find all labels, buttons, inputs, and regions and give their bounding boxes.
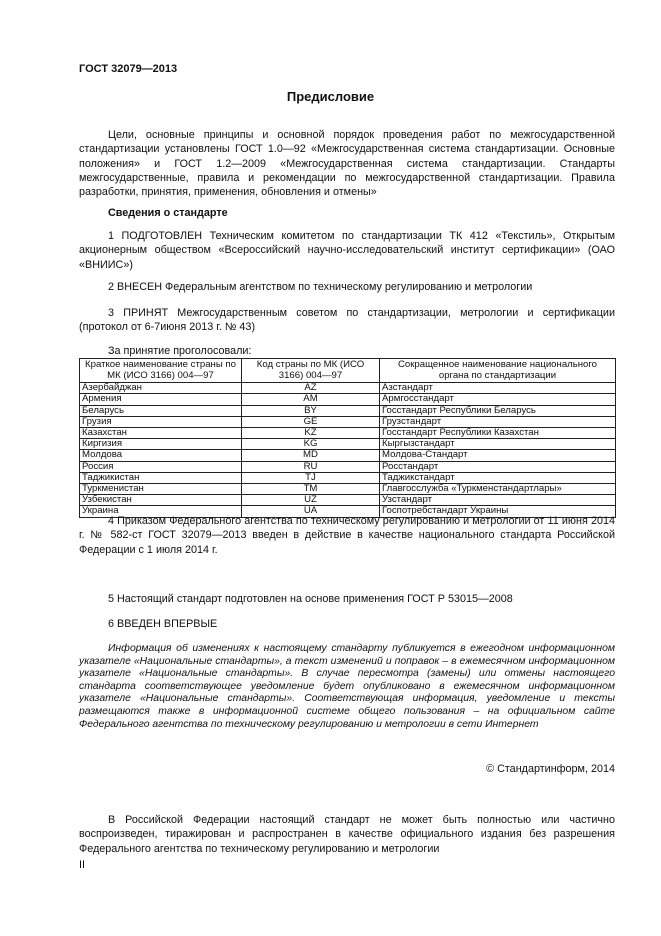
table-row bbox=[80, 405, 616, 416]
country-cell: Армения bbox=[80, 394, 242, 405]
country-cell: Грузия bbox=[80, 416, 242, 427]
intro-paragraph: Цели, основные принципы и основной порядок проведения работ по межгосударственной стандартизации установлены ГОСТ 1.0—92 «Межгосударственная система стандартизации. Основные положения» и ГОСТ 1.2—2009 «Межгосударственная система стандартизации. Стандарты межгосударственные, правила и рекомендации по межгосударственной стандартизации. Правила разработки, принятия, применения, обновления и отмены» bbox=[79, 129, 615, 199]
table-header: Сокращенное наименование национального органа по стандартизации bbox=[380, 359, 616, 383]
agency-cell: Грузстандарт bbox=[380, 416, 616, 427]
code-cell: KG bbox=[242, 439, 380, 450]
agency-cell: Росстандарт bbox=[380, 461, 616, 472]
agency-cell: Госстандарт Республики Казахстан bbox=[380, 428, 616, 439]
code-cell: UA bbox=[242, 506, 380, 517]
table-row bbox=[80, 461, 616, 472]
agency-cell: Армгосстандарт bbox=[380, 394, 616, 405]
table-row bbox=[80, 472, 616, 483]
agency-cell: Азстандарт bbox=[380, 383, 616, 394]
table-header: Краткое наименование страны по МК (ИСО 3166) 004—97 bbox=[80, 359, 242, 383]
code-cell: UZ bbox=[242, 495, 380, 506]
country-cell: Украина bbox=[80, 506, 242, 517]
page-number: II bbox=[79, 859, 85, 871]
table-header: Код страны по МК (ИСО 3166) 004—97 bbox=[242, 359, 380, 383]
footer-paragraph: В Российской Федерации настоящий стандарт не может быть полностью или частично воспроизведен, тиражирован и распространен в качестве официального издания без разрешения Федерального агентства по техническому регулированию и метрологии bbox=[79, 814, 615, 855]
code-cell: RU bbox=[242, 461, 380, 472]
code-cell: TJ bbox=[242, 472, 380, 483]
country-cell: Азербайджан bbox=[80, 383, 242, 394]
country-cell: Казахстан bbox=[80, 428, 242, 439]
table-row bbox=[80, 484, 616, 495]
section-title: Сведения о стандарте bbox=[108, 207, 228, 219]
agency-cell: Госстандарт Республики Беларусь bbox=[380, 405, 616, 416]
agency-cell: Молдова-Стандарт bbox=[380, 450, 616, 461]
page-title: Предисловие bbox=[286, 89, 375, 104]
code-cell: GE bbox=[242, 416, 380, 427]
code-cell: AM bbox=[242, 394, 380, 405]
notice-paragraph: Информация об изменениях к настоящему стандарту публикуется в ежегодном информационном указателе «Национальные стандарты», а текст изменений и поправок – в ежемесячном информационном указателе «Национальные стандарты». В случае пересмотра (замены) или отмены настоящего стандарта соответствующее уведомление будет опубликовано в ежемесячном информационном указателе «Национальные стандарты». Соответствующая информация, уведомление и тексты размещаются также в информационной системе общего пользования – на официальном сайте Федерального агентства по техническому регулированию и метрологии в сети Интернет bbox=[79, 643, 615, 730]
item-5: 5 Настоящий стандарт подготовлен на основе применения ГОСТ Р 53015—2008 bbox=[108, 593, 513, 605]
vote-label: За принятие проголосовали: bbox=[108, 345, 252, 357]
country-cell: Россия bbox=[80, 461, 242, 472]
table-row bbox=[80, 439, 616, 450]
agency-cell: Госпотребстандарт Украины bbox=[380, 506, 616, 517]
code-cell: AZ bbox=[242, 383, 380, 394]
item-4: 4 Приказом Федерального агентства по техническому регулированию и метрологии от 11 июня 2014 г. № 582-ст ГОСТ 32079—2013 введен в действие в качестве национального стандарта Российской Федерации с 1 июля 2014 г. bbox=[79, 515, 615, 556]
country-cell: Беларусь bbox=[80, 405, 242, 416]
item-1: 1 ПОДГОТОВЛЕН Техническим комитетом по стандартизации ТК 412 «Текстиль», Открытым акционерным обществом «Всероссийский научно-исследовательский институт сертификации» (ОАО «ВНИИС») bbox=[79, 230, 615, 271]
table-row bbox=[80, 495, 616, 506]
item-3: 3 ПРИНЯТ Межгосударственным советом по стандартизации, метрологии и сертификации (протокол от 6-7июня 2013 г. № 43) bbox=[79, 307, 615, 334]
code-cell: MD bbox=[242, 450, 380, 461]
table-row bbox=[80, 428, 616, 439]
voting-table bbox=[79, 358, 616, 518]
document-id: ГОСТ 32079—2013 bbox=[79, 63, 178, 75]
agency-cell: Узстандарт bbox=[380, 495, 616, 506]
copyright: © Стандартинформ, 2014 bbox=[486, 763, 615, 775]
agency-cell: Главгосслужба «Туркменстандартлары» bbox=[380, 484, 616, 495]
table-row bbox=[80, 394, 616, 405]
table-row bbox=[80, 450, 616, 461]
table-row bbox=[80, 383, 616, 394]
agency-cell: Таджикстандарт bbox=[380, 472, 616, 483]
country-cell: Узбекистан bbox=[80, 495, 242, 506]
country-cell: Киргизия bbox=[80, 439, 242, 450]
code-cell: KZ bbox=[242, 428, 380, 439]
country-cell: Туркменистан bbox=[80, 484, 242, 495]
agency-cell: Кыргызстандарт bbox=[380, 439, 616, 450]
item-2: 2 ВНЕСЕН Федеральным агентством по техническому регулированию и метрологии bbox=[108, 281, 533, 293]
code-cell: TM bbox=[242, 484, 380, 495]
country-cell: Молдова bbox=[80, 450, 242, 461]
table-row bbox=[80, 416, 616, 427]
table-header-row bbox=[80, 359, 616, 383]
country-cell: Таджикистан bbox=[80, 472, 242, 483]
item-6: 6 ВВЕДЕН ВПЕРВЫЕ bbox=[108, 618, 218, 630]
code-cell: BY bbox=[242, 405, 380, 416]
